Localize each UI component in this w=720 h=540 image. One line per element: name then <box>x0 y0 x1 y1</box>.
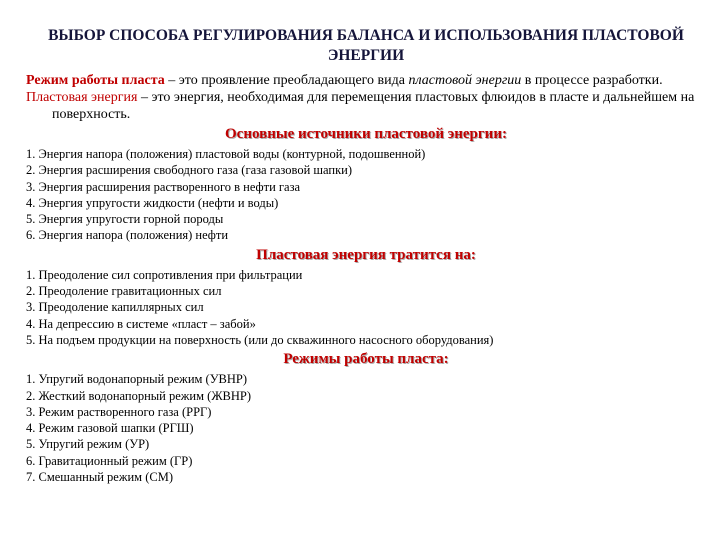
definition-text: это проявление преобладающего вида <box>178 73 409 88</box>
sources-list <box>26 146 706 244</box>
list-item: 5. На подъем продукции на поверхность (или до скважинного насосного оборудования) <box>26 332 494 347</box>
definition-term: Режим работы пласта <box>26 73 165 88</box>
list-item: 2. Энергия расширения свободного газа (газа газовой шапки) <box>26 163 353 178</box>
list-item: 6. Энергия напора (положения) нефти <box>26 228 229 243</box>
list-item: 1. Преодоление сил сопротивления при фильтрации <box>26 267 303 282</box>
definition-regime <box>26 72 706 89</box>
list-item: 2. Преодоление гравитационных сил <box>26 284 222 299</box>
definition-text: это энергия, необходимая для перемещения пластовых флюидов в пласте и дальнейшем на поверхность. <box>52 90 695 122</box>
definition-italic: пластовой энергии <box>408 73 522 88</box>
definition-dash: – <box>137 90 152 105</box>
section-heading-spent: Пластовая энергия тратится на: <box>256 246 476 263</box>
section-heading-regimes: Режимы работы пласта: <box>283 351 449 368</box>
list-item: 3. Режим растворенного газа (РРГ) <box>26 404 212 419</box>
list-item: 6. Гравитационный режим (ГР) <box>26 453 193 468</box>
list-item: 1. Энергия напора (положения) пластовой воды (контурной, подошвенной) <box>26 147 426 161</box>
list-item: 3. Преодоление капиллярных сил <box>26 300 204 315</box>
regimes-list <box>26 371 706 485</box>
definition-text-end: в процессе разработки. <box>521 73 663 88</box>
list-item: 1. Упругий водонапорный режим (УВНР) <box>26 372 248 387</box>
definition-term: Пластовая энергия <box>26 90 138 105</box>
definition-dash: – <box>164 73 179 88</box>
page-title: ВЫБОР СПОСОБА РЕГУЛИРОВАНИЯ БАЛАНСА И ИСПОЛЬЗОВАНИЯ ПЛАСТОВОЙ ЭНЕРГИИ <box>48 27 684 64</box>
list-item: 7. Смешанный режим (СМ) <box>26 470 173 485</box>
list-item: 4. Режим газовой шапки (РГШ) <box>26 421 194 436</box>
section-heading-sources: Основные источники пластовой энергии: <box>225 126 507 142</box>
list-item: 2. Жесткий водонапорный режим (ЖВНР) <box>26 388 251 403</box>
list-item: 3. Энергия расширения растворенного в нефти газа <box>26 179 301 194</box>
list-item: 5. Упругий режим (УР) <box>26 437 150 452</box>
list-item: 4. Энергия упругости жидкости (нефти и воды) <box>26 195 279 210</box>
spent-list <box>26 267 706 348</box>
list-item: 5. Энергия упругости горной породы <box>26 212 224 227</box>
definition-energy <box>26 89 706 123</box>
list-item: 4. На депрессию в системе «пласт – забой» <box>26 316 256 331</box>
